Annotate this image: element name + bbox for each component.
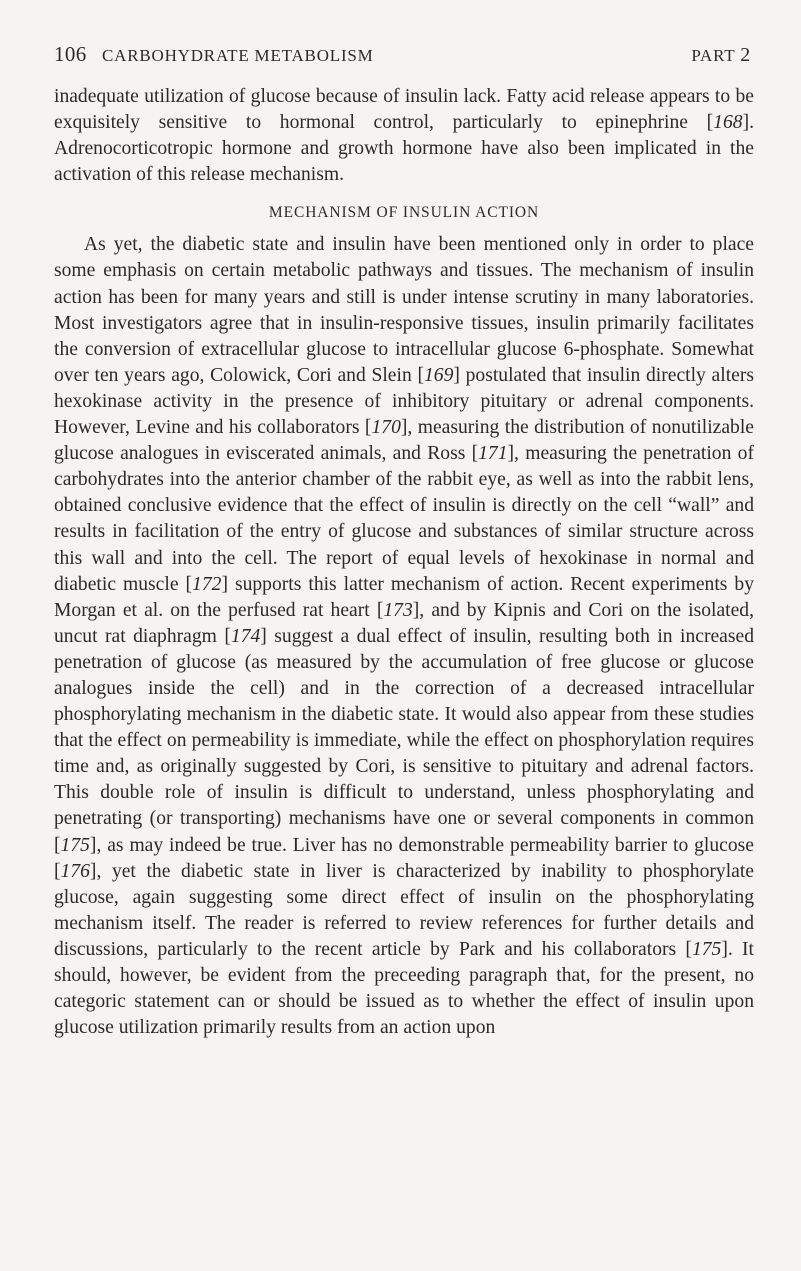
- part-label: PART: [691, 46, 736, 65]
- body-text: [54, 84, 754, 1041]
- reference-number: 175: [691, 938, 722, 960]
- reference-number: 171: [478, 443, 508, 465]
- reference-number: 175: [60, 834, 90, 856]
- reference-number: 169: [423, 364, 454, 386]
- reference-number: 174: [230, 625, 261, 647]
- reference-number: 176: [60, 860, 90, 882]
- paragraph-continued: inadequate utilization of glucose because of insulin lack. Fatty acid release appears to be exquisitely sensitive to hormonal control, particularly to epinephrine [168]. Adrenocorticotropic hormone and growth hormone have also been implicated in the activation of this release mechanism.: [54, 86, 754, 186]
- reference-number: 172: [192, 573, 222, 595]
- running-head: [54, 42, 751, 72]
- reference-number: 168: [713, 112, 743, 134]
- reference-number: 173: [383, 599, 413, 621]
- running-title: CARBOHYDRATE METABOLISM: [102, 46, 374, 65]
- part-indicator: [691, 44, 751, 67]
- reference-number: 170: [371, 417, 401, 439]
- part-number: 2: [740, 44, 751, 66]
- page-number: 106: [54, 42, 87, 66]
- paragraph-insulin-mechanism: As yet, the diabetic state and insulin have been mentioned only in order to place some emphasis on certain metabolic pathways and tissues. The mechanism of insulin action has been for many years and still is under intense scrutiny in many laboratories. Most investigators agree that in insulin-responsive tissues, insulin primarily facilitates the conversion of extracellular glucose to intracellular glucose 6-phosphate. Somewhat over ten years ago, Colowick, Cori and Slein [169] postulated that insulin directly alters hexokinase activity in the presence of inhibitory pituitary or adrenal components. However, Levine and his collaborators [170], measuring the distribution of nonutilizable glucose analogues in eviscerated animals, and Ross [171], measuring the penetration of carbohydrates into the anterior chamber of the rabbit eye, as well as into the rabbit lens, obtained conclusive evidence that the effect of insulin is directly on the cell “wall” and results in facilitation of the entry of glucose and substances of similar structure across this wall and into the cell. The report of equal levels of hexokinase in normal and diabetic muscle [172] supports this latter mechanism of action. Recent experiments by Morgan et al. on the perfused rat heart [173], and by Kipnis and Cori on the isolated, uncut rat diaphragm [174] suggest a dual effect of insulin, resulting both in increased penetration of glucose (as measured by the accumulation of free glucose or glucose analogues inside the cell) and in the correction of a decreased intracellular phosphorylating mechanism in the diabetic state. It would also appear from these studies that the effect on permeability is immediate, while the effect on phosphorylation requires time and, as originally suggested by Cori, is sensitive to pituitary and adrenal factors. This double role of insulin is difficult to understand, unless phosphorylating and penetrating (or transporting) mechanisms have one or several components in common [175], as may indeed be true. Liver has no demonstrable permeability barrier to glucose [176], yet the diabetic state in liver is characterized by inability to phosphorylate glucose, again suggesting some direct effect of insulin on the phosphorylating mechanism itself. The reader is referred to review references for further details and discussions, particularly to the recent article by Park and his collaborators [175]. It should, however, be evident from the preceeding paragraph that, for the present, no categoric statement can or should be issued as to whether the effect of insulin upon glucose utilization primarily results from an action upon: [54, 234, 754, 1039]
- section-heading: MECHANISM OF INSULIN ACTION: [268, 204, 540, 222]
